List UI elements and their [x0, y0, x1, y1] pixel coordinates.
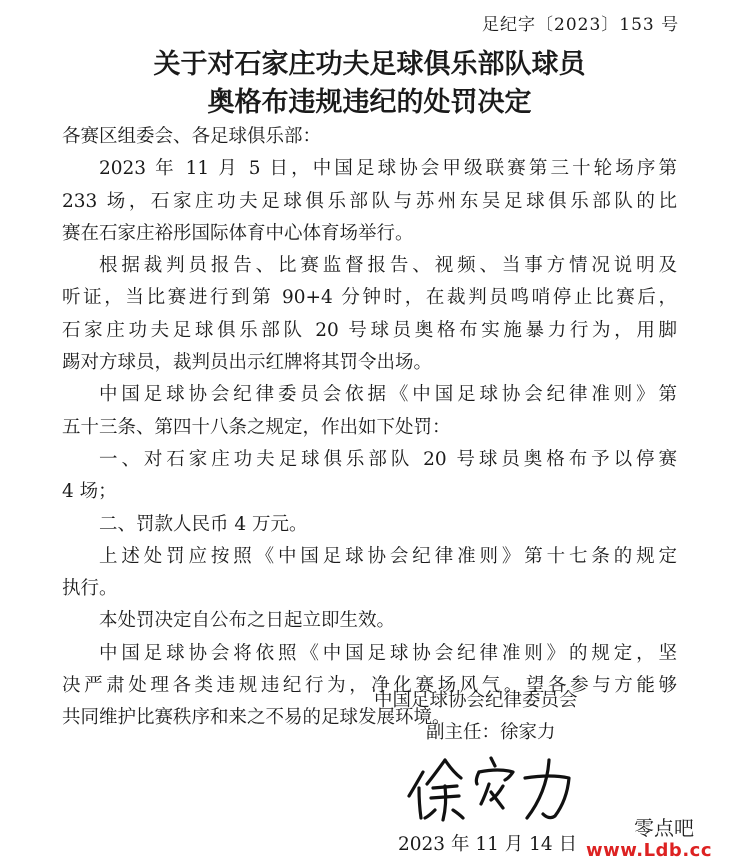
document-number: 足纪字〔2023〕153 号: [482, 15, 680, 35]
signatory-organization: 中国足球协会纪律委员会: [374, 690, 578, 711]
watermark-text: 零点吧: [634, 816, 694, 840]
paragraph-3-line-1: 中国足球协会纪律委员会依据《中国足球协会纪律准则》第: [99, 384, 677, 406]
paragraph-3-line-2: 五十三条、第四十八条之规定，作出如下处罚：: [62, 416, 451, 438]
paragraph-8-line-1: 中国足球协会将依照《中国足球协会纪律准则》的规定，坚: [99, 642, 677, 664]
document-body: [62, 121, 677, 735]
title-line-1: 关于对石家庄功夫足球俱乐部队球员: [153, 49, 586, 80]
paragraph-6-line-2: 执行。: [62, 578, 118, 600]
paragraph-2-line-4: 踢对方球员，裁判员出示红牌将其罚令出场。: [62, 352, 433, 374]
paragraph-8-line-2: 决严肃处理各类违规违纪行为，净化赛场风气。望各参与方能够: [62, 675, 677, 697]
title-line-2: 奥格布违规违纪的处罚决定: [207, 87, 532, 118]
paragraph-5: 二、罚款人民币 4 万元。: [99, 513, 308, 535]
paragraph-1-line-3: 赛在石家庄裕彤国际体育中心体育场举行。: [62, 222, 414, 244]
paragraph-1-line-2: 233 场，石家庄功夫足球俱乐部队与苏州东吴足球俱乐部队的比: [62, 190, 677, 212]
paragraph-4-line-2: 4 场；: [62, 481, 117, 503]
paragraph-8-line-3: 共同维护比赛秩序和来之不易的足球发展环境。: [62, 707, 451, 729]
paragraph-7: 本处罚决定自公布之日起立即生效。: [99, 610, 396, 632]
paragraph-6-line-1: 上述处罚应按照《中国足球协会纪律准则》第十七条的规定: [99, 545, 677, 567]
signatory-role: 副主任：徐家力: [426, 722, 556, 743]
issue-date: 2023 年 11 月 14 日: [398, 834, 578, 855]
paragraph-1-line-1: 2023 年 11 月 5 日，中国足球协会甲级联赛第三十轮场序第: [99, 158, 677, 180]
paragraph-2-line-2: 听证，当比赛进行到第 90+4 分钟时，在裁判员鸣哨停止比赛后，: [62, 287, 677, 309]
paragraph-2-line-1: 根据裁判员报告、比赛监督报告、视频、当事方情况说明及: [99, 255, 677, 277]
handwritten-signature-icon: [405, 752, 585, 824]
paragraph-2-line-3: 石家庄功夫足球俱乐部队 20 号球员奥格布实施暴力行为，用脚: [62, 319, 677, 341]
paragraph-4-line-1: 一、对石家庄功夫足球俱乐部队 20 号球员奥格布予以停赛: [99, 448, 677, 470]
watermark-url: www.Ldb.cc: [586, 840, 712, 861]
salutation: 各赛区组委会、各足球俱乐部：: [62, 126, 322, 147]
